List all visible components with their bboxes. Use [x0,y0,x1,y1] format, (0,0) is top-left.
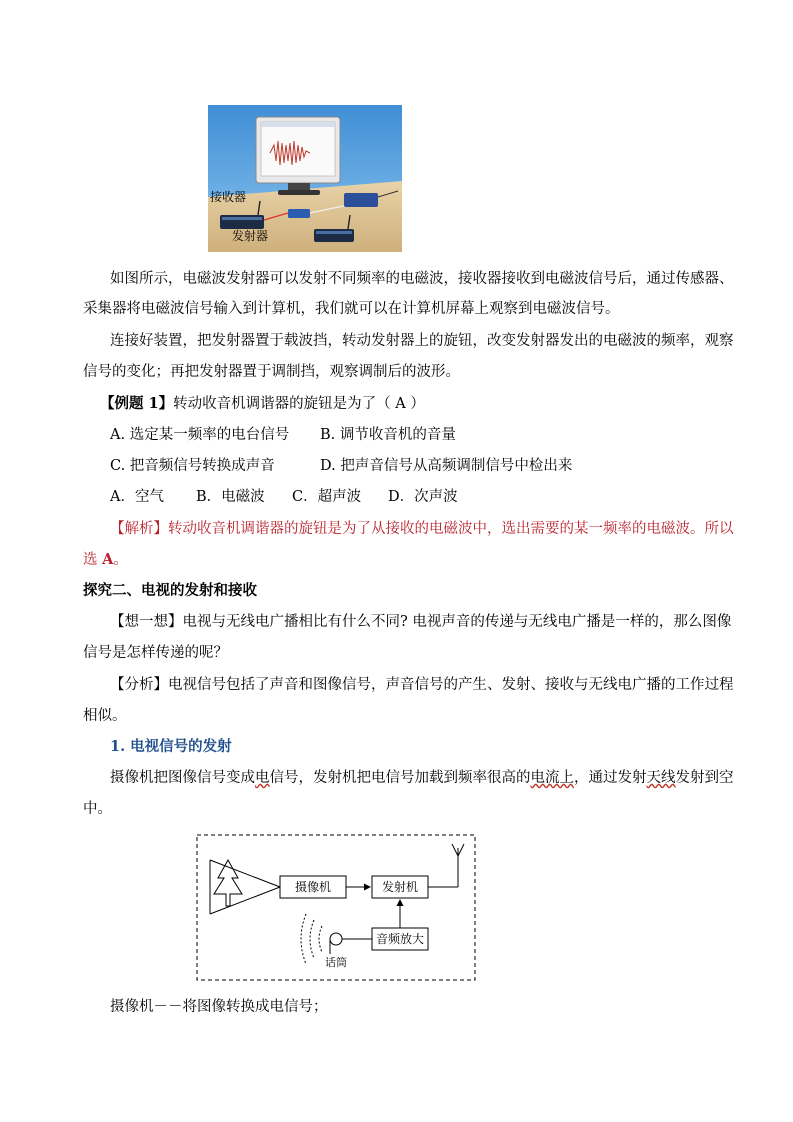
underline-current: 电流上 [530,770,574,786]
camera-label: 摄像机 [294,880,332,894]
alt-option-d: D．次声波 [388,489,458,505]
transmit-text-b: 信号，发射机把电信号加载到频率很高的 [269,770,531,786]
last-line: 摄像机－－将图像转换成电信号； [110,999,328,1015]
analysis-end: 。 [113,552,128,568]
tv-transmit-diagram-svg [196,834,476,981]
transmit-text-c: ，通过发射 [574,770,647,786]
example-tag: 【例题 1】 [100,395,174,412]
section-heading: 探究二、电视的发射和接收 [83,582,257,599]
experiment-photo-svg [208,105,402,252]
think-line1 [110,611,731,633]
sub-heading: 1. 电视信号的发射 [110,738,232,755]
option-a: A. 选定某一频率的电台信号 [110,427,290,443]
think-line2: 信号是怎样传递的呢？ [83,645,228,661]
analysis-text: 转动收音机调谐器的旋钮是为了从接收的电磁波中，选出需要的某一频率的电磁波。所以 [168,521,734,537]
think-text: 电视与无线电广播相比有什么不同? 电视声音的传递与无线电广播是一样的，那么图像 [182,614,732,630]
transmitter-label: 发射机 [381,880,419,894]
analysis-prefix: 选 [83,552,103,568]
intro-p2-line2: 信号的变化；再把发射器置于调制挡，观察调制后的波形。 [83,364,460,380]
alt-option-a: A．空气 [110,489,164,505]
alt-option-c: C．超声波 [292,489,362,505]
amplifier-label: 音频放大 [375,932,425,946]
analyze-tag: 【分析】 [110,677,168,693]
option-b: B. 调节收音机的音量 [320,427,456,443]
analysis-tag: 【解析】 [110,521,168,537]
transmit-text-a: 摄像机把图像信号变成 [110,770,255,786]
underline-electric: 电 [255,770,270,786]
transmit-line1 [110,767,734,789]
microphone-label: 话筒 [325,956,347,969]
intro-p1-line1: 如图所示，电磁波发射器可以发射不同频率的电磁波，接收器接收到电磁波信号后，通过传感器、 [110,271,734,287]
experiment-photo [208,105,402,252]
intro-p1-line2: 采集器将电磁波信号输入到计算机，我们就可以在计算机屏幕上观察到电磁波信号。 [83,301,620,317]
transmit-line2: 中。 [83,801,112,817]
label-receiver: 接收器 [210,190,247,204]
option-c: C. 把音频信号转换成声音 [110,458,275,474]
option-d: D. 把声音信号从高频调制信号中检出来 [320,458,573,474]
label-transmitter: 发射器 [232,229,269,243]
camera-lens-icon [210,860,280,914]
intro-p2-line1: 连接好装置，把发射器置于载波挡，转动发射器上的旋钮，改变发射器发出的电磁波的频率，观察 [110,333,734,349]
example-question [100,393,425,415]
think-tag: 【想一想】 [110,614,183,630]
analyze-text: 电视信号包括了声音和图像信号，声音信号的产生、发射、接收与无线电广播的工作过程 [168,677,734,693]
antenna-icon [428,844,464,887]
analysis-line1 [110,518,734,540]
analysis-line2 [83,549,128,571]
analyze-line2: 相似。 [83,708,127,724]
analysis-answer: A [102,551,114,568]
underline-antenna: 天线 [646,770,676,786]
transmit-text-d: 发射到空 [675,770,734,786]
analyze-line1 [110,674,734,696]
example-question-text: 转动收音机调谐器的旋钮是为了（ A ） [173,396,425,412]
tv-transmit-diagram [196,834,476,981]
alt-option-b: B．电磁波 [196,489,265,505]
